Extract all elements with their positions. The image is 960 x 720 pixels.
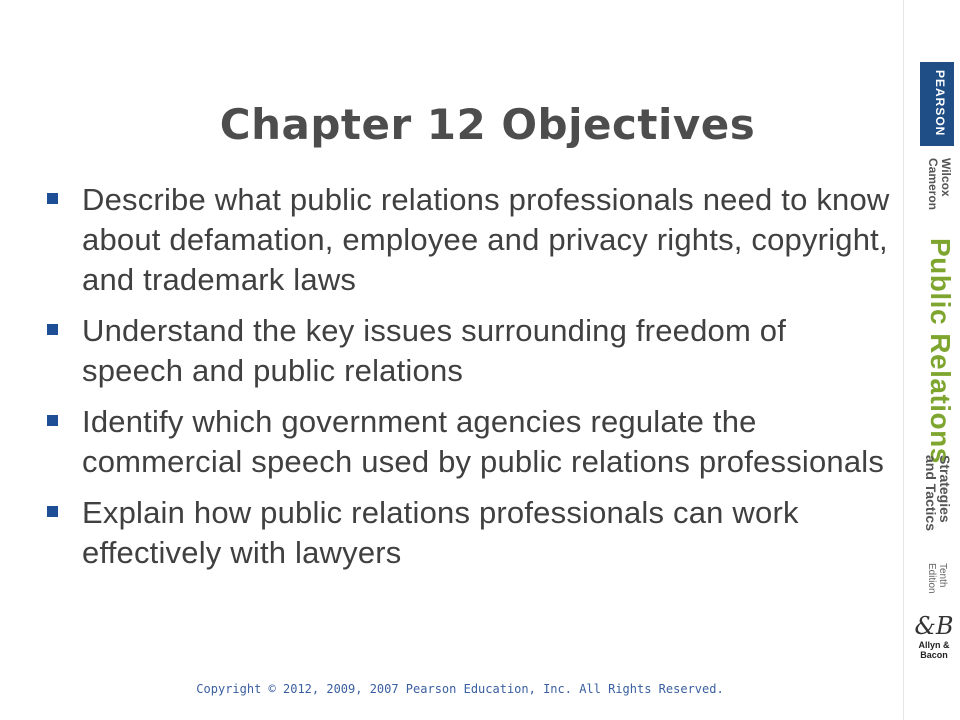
objective-text: Explain how public relations professionals can work effectively with lawyers	[82, 495, 799, 570]
list-item	[44, 493, 894, 573]
square-bullet-icon	[47, 324, 58, 335]
square-bullet-icon	[47, 193, 58, 204]
slide-title: Chapter 12 Objectives	[219, 100, 756, 149]
list-item	[44, 402, 894, 482]
subtitle-line: and Tactics	[923, 455, 939, 531]
allyn-bacon-logo	[912, 612, 956, 672]
list-item	[44, 311, 894, 391]
book-subtitle	[924, 455, 952, 531]
book-sidebar	[903, 0, 960, 720]
book-authors	[926, 158, 952, 210]
author-name: Cameron	[926, 158, 940, 211]
list-item	[44, 180, 894, 300]
imprint-line: Allyn &	[918, 640, 950, 650]
edition-line: Tenth	[937, 563, 948, 588]
subtitle-line: Strategies	[937, 455, 953, 523]
square-bullet-icon	[47, 415, 58, 426]
imprint-line: Bacon	[920, 650, 948, 660]
objective-text: Understand the key issues surrounding freedom of speech and public relations	[82, 313, 787, 388]
book-title: Public Relations	[925, 238, 956, 464]
copyright-footer: Copyright © 2012, 2009, 2007 Pearson Education, Inc. All Rights Reserved.	[196, 682, 724, 696]
objectives-list	[44, 180, 894, 584]
edition-line: Edition	[926, 563, 937, 594]
ab-monogram-icon: &B	[914, 612, 954, 640]
author-name: Wilcox	[939, 158, 953, 197]
publisher-name: PEARSON	[933, 70, 947, 137]
pearson-logo	[920, 62, 954, 146]
objective-text: Identify which government agencies regulate the commercial speech used by public relations professionals	[82, 404, 885, 479]
objective-text: Describe what public relations professionals need to know about defamation, employee and privacy rights, copyright, and trademark laws	[82, 182, 890, 297]
book-edition	[926, 563, 948, 594]
square-bullet-icon	[47, 506, 58, 517]
